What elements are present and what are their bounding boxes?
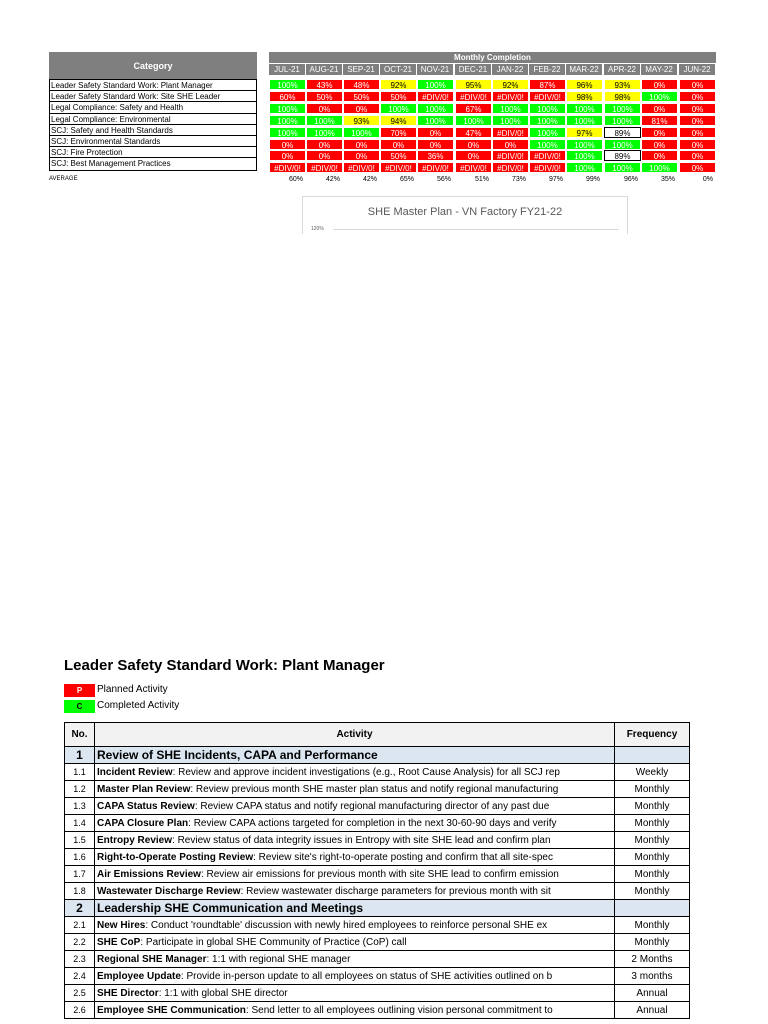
activity-number: 1.1 <box>65 764 95 781</box>
month-header: JAN-22 <box>492 64 528 75</box>
completion-cell: 47% <box>455 127 492 138</box>
activity-name: SHE CoP <box>97 936 141 948</box>
activity-frequency: 3 months <box>615 968 690 985</box>
average-cell: 0% <box>702 176 713 183</box>
completion-cell: #DIV/0! <box>492 127 529 138</box>
completion-cell: 0% <box>641 103 678 114</box>
section-frequency-cell <box>615 747 690 764</box>
completion-cell: 100% <box>529 115 566 126</box>
completion-cell: #DIV/0! <box>529 91 566 102</box>
completion-cell: 0% <box>306 150 343 161</box>
activity-number: 1.8 <box>65 883 95 900</box>
activity-frequency: Monthly <box>615 849 690 866</box>
activity-number: 2.2 <box>65 934 95 951</box>
section-row <box>65 900 690 917</box>
section-frequency-cell <box>615 900 690 917</box>
completion-cell: 0% <box>380 139 417 150</box>
completion-cell: #DIV/0! <box>529 150 566 161</box>
activity-description: : 1:1 with global SHE director <box>158 987 288 999</box>
completion-cell: 100% <box>380 103 417 114</box>
completion-cell: 100% <box>455 115 492 126</box>
activity-name: Employee SHE Communication <box>97 1004 246 1016</box>
completion-cell: #DIV/0! <box>417 162 454 173</box>
activity-number: 2.1 <box>65 917 95 934</box>
month-header: OCT-21 <box>380 64 416 75</box>
col-header-frequency: Frequency <box>615 723 690 747</box>
completion-cell: #DIV/0! <box>380 162 417 173</box>
category-row: Leader Safety Standard Work: Site SHE Leader <box>50 91 256 102</box>
average-cell: 42% <box>362 176 377 183</box>
section-number: 1 <box>65 747 95 764</box>
completion-cell: 60% <box>269 91 306 102</box>
activity-description: : Review CAPA status and notify regional manufacturing director of any past due <box>194 800 550 812</box>
activity-name: Master Plan Review <box>97 783 191 795</box>
activity-cell <box>95 798 615 815</box>
activity-description: : Conduct 'roundtable' discussion with newly hired employees to reinforce personal SHE ex <box>145 919 548 931</box>
completion-cell: 0% <box>679 162 716 173</box>
completion-cell: 100% <box>604 162 641 173</box>
completion-cell: 0% <box>343 139 380 150</box>
activity-number: 2.6 <box>65 1002 95 1019</box>
category-row: SCJ: Fire Protection <box>50 147 256 158</box>
activity-cell <box>95 985 615 1002</box>
activity-cell <box>95 1002 615 1019</box>
completion-cell: 100% <box>529 127 566 138</box>
activity-name: Wastewater Discharge Review <box>97 885 241 897</box>
activity-row <box>65 934 690 951</box>
completion-cell: 0% <box>641 150 678 161</box>
activity-cell <box>95 951 615 968</box>
activity-cell <box>95 781 615 798</box>
activity-cell <box>95 934 615 951</box>
completion-cell: 0% <box>417 127 454 138</box>
completion-cell: 0% <box>679 91 716 102</box>
activity-cell <box>95 764 615 781</box>
activity-name: CAPA Status Review <box>97 800 195 812</box>
section-title: Leadership SHE Communication and Meetings <box>95 900 615 917</box>
completion-cell: 100% <box>269 127 306 138</box>
legend-planned-label: Planned Activity <box>97 684 168 695</box>
completion-cell: 93% <box>604 79 641 90</box>
completion-cell: 96% <box>566 79 603 90</box>
completion-cell: 0% <box>343 150 380 161</box>
average-cell: 65% <box>399 176 414 183</box>
completion-cell: 100% <box>417 103 454 114</box>
completion-cell: 100% <box>604 139 641 150</box>
chart-title: SHE Master Plan - VN Factory FY21-22 <box>367 206 563 218</box>
completion-cell: 100% <box>566 162 603 173</box>
completion-cell: #DIV/0! <box>492 162 529 173</box>
activity-name: Air Emissions Review <box>97 868 201 880</box>
completion-cell: 100% <box>343 127 380 138</box>
completion-cell: 100% <box>641 91 678 102</box>
col-header-activity: Activity <box>95 723 615 747</box>
completion-cell: 92% <box>492 79 529 90</box>
activity-number: 1.4 <box>65 815 95 832</box>
activity-description: : Review site's right-to-operate posting and confirm that all site-spec <box>253 851 553 863</box>
activity-name: Right-to-Operate Posting Review <box>97 851 254 863</box>
activity-cell <box>95 815 615 832</box>
completion-cell: 0% <box>679 79 716 90</box>
activity-name: CAPA Closure Plan <box>97 817 189 829</box>
completion-cell: 0% <box>641 127 678 138</box>
completion-cell: 0% <box>679 127 716 138</box>
completion-cell: 70% <box>380 127 417 138</box>
completion-cell: 100% <box>566 103 603 114</box>
average-cell: 35% <box>660 176 675 183</box>
document-title: Leader Safety Standard Work: Plant Manager <box>64 657 385 674</box>
activity-cell <box>95 832 615 849</box>
completion-cell: 93% <box>343 115 380 126</box>
average-cell: 42% <box>325 176 340 183</box>
average-cell: 56% <box>436 176 451 183</box>
activity-frequency: Monthly <box>615 798 690 815</box>
chart-card <box>302 196 628 234</box>
activity-frequency: Monthly <box>615 781 690 798</box>
month-header: MAY-22 <box>641 64 677 75</box>
month-header: JUL-21 <box>269 64 305 75</box>
category-row: SCJ: Safety and Health Standards <box>50 125 256 136</box>
activity-number: 1.2 <box>65 781 95 798</box>
activity-frequency: Annual <box>615 985 690 1002</box>
activity-row <box>65 815 690 832</box>
completion-cell: 0% <box>641 79 678 90</box>
completion-cell: 100% <box>641 162 678 173</box>
activity-cell <box>95 883 615 900</box>
completion-cell: #DIV/0! <box>529 162 566 173</box>
completion-cell: 0% <box>343 103 380 114</box>
completion-cell: 48% <box>343 79 380 90</box>
activity-row <box>65 832 690 849</box>
completion-cell: 100% <box>566 115 603 126</box>
activity-name: Entropy Review <box>97 834 173 846</box>
activity-frequency: Monthly <box>615 815 690 832</box>
month-header: JUN-22 <box>679 64 715 75</box>
section-number: 2 <box>65 900 95 917</box>
completion-cell: 100% <box>492 115 529 126</box>
monthly-completion-header: Monthly Completion <box>269 52 716 63</box>
activity-row <box>65 985 690 1002</box>
activity-frequency: Annual <box>615 1002 690 1019</box>
completion-cell: #DIV/0! <box>343 162 380 173</box>
completion-cell: 36% <box>417 150 454 161</box>
activity-description: : Review air emissions for previous month with site SHE lead to confirm emission <box>200 868 559 880</box>
activity-frequency: Weekly <box>615 764 690 781</box>
activity-frequency: Monthly <box>615 917 690 934</box>
activity-frequency: Monthly <box>615 934 690 951</box>
completion-cell: 0% <box>679 150 716 161</box>
completion-cell: 100% <box>604 103 641 114</box>
chart-gridline <box>333 229 619 230</box>
month-header: NOV-21 <box>417 64 453 75</box>
activity-frequency: 2 Months <box>615 951 690 968</box>
completion-cell: 87% <box>529 79 566 90</box>
month-header: DEC-21 <box>455 64 491 75</box>
activity-cell <box>95 866 615 883</box>
completion-cell: 98% <box>566 91 603 102</box>
category-row: Leader Safety Standard Work: Plant Manager <box>50 80 256 91</box>
activity-number: 2.5 <box>65 985 95 1002</box>
completion-cell: #DIV/0! <box>306 162 343 173</box>
activity-description: : Provide in-person update to all employees on status of SHE activities outlined on b <box>180 970 553 982</box>
category-row: SCJ: Best Management Practices <box>51 159 171 169</box>
activity-row <box>65 917 690 934</box>
activity-row <box>65 781 690 798</box>
month-header: FEB-22 <box>529 64 565 75</box>
activity-number: 1.5 <box>65 832 95 849</box>
completion-cell: 100% <box>269 79 306 90</box>
legend-completed-label: Completed Activity <box>97 700 180 711</box>
completion-cell: 100% <box>417 115 454 126</box>
month-header: SEP-21 <box>343 64 379 75</box>
chart-y-tick: 120% <box>311 226 324 232</box>
activity-row <box>65 866 690 883</box>
completion-cell: 95% <box>455 79 492 90</box>
completion-cell: 100% <box>492 103 529 114</box>
completion-cell: #DIV/0! <box>492 150 529 161</box>
average-cell: 60% <box>288 176 303 183</box>
activity-description: : Review previous month SHE master plan status and notify regional manufacturing <box>190 783 559 795</box>
activity-description: : Participate in global SHE Community of Practice (CoP) call <box>140 936 407 948</box>
completion-cell: 89% <box>604 127 641 138</box>
completion-cell: 100% <box>306 127 343 138</box>
completion-cell: 100% <box>269 115 306 126</box>
category-list <box>49 79 257 171</box>
completion-cell: 0% <box>679 103 716 114</box>
completion-cell: 50% <box>306 91 343 102</box>
activity-description: : Review status of data integrity issues in Entropy with site SHE lead and confirm plan <box>172 834 551 846</box>
activity-description: : Review wastewater discharge parameters for previous month with sit <box>240 885 551 897</box>
activity-cell <box>95 849 615 866</box>
completion-cell: #DIV/0! <box>455 162 492 173</box>
section-title: Review of SHE Incidents, CAPA and Performance <box>95 747 615 764</box>
completion-cell: 50% <box>380 150 417 161</box>
completion-cell: 0% <box>492 139 529 150</box>
completion-cell: #DIV/0! <box>455 91 492 102</box>
activity-table-header <box>65 723 690 747</box>
completion-cell: 0% <box>306 139 343 150</box>
completion-cell: 0% <box>269 150 306 161</box>
activity-row <box>65 764 690 781</box>
completion-cell: 94% <box>380 115 417 126</box>
completion-cell: 100% <box>566 150 603 161</box>
month-header: MAR-22 <box>566 64 602 75</box>
category-row: Legal Compliance: Safety and Health <box>50 102 256 113</box>
completion-cell: 0% <box>679 115 716 126</box>
category-header: Category <box>49 52 257 79</box>
completion-cell: 0% <box>641 139 678 150</box>
average-label: AVERAGE <box>49 176 78 182</box>
activity-number: 2.3 <box>65 951 95 968</box>
month-header: AUG-21 <box>306 64 342 75</box>
average-cell: 73% <box>511 176 526 183</box>
completion-cell: 50% <box>343 91 380 102</box>
activity-number: 1.7 <box>65 866 95 883</box>
activity-description: : Review and approve incident investigations (e.g., Root Cause Analysis) for all SCJ rep <box>172 766 560 778</box>
activity-row <box>65 968 690 985</box>
completion-cell: 0% <box>306 103 343 114</box>
activity-frequency: Monthly <box>615 832 690 849</box>
completion-cell: 100% <box>269 103 306 114</box>
average-cell: 51% <box>474 176 489 183</box>
activity-name: Incident Review <box>97 766 173 778</box>
completion-cell: #DIV/0! <box>269 162 306 173</box>
activity-name: SHE Director <box>97 987 159 999</box>
completion-cell: 100% <box>604 115 641 126</box>
completion-cell: 81% <box>641 115 678 126</box>
completion-cell: 0% <box>455 139 492 150</box>
activity-row <box>65 951 690 968</box>
completion-cell: 50% <box>380 91 417 102</box>
activity-description: : Send letter to all employees outlining vision personal commitment to <box>245 1004 553 1016</box>
completion-cell: 0% <box>679 139 716 150</box>
activity-description: : 1:1 with regional SHE manager <box>206 953 351 965</box>
activity-name: Employee Update <box>97 970 181 982</box>
completion-cell: 97% <box>566 127 603 138</box>
completion-cell: 89% <box>604 150 641 161</box>
completion-cell: 0% <box>269 139 306 150</box>
completion-cell: 100% <box>417 79 454 90</box>
completion-cell: 100% <box>529 103 566 114</box>
completion-cell: 43% <box>306 79 343 90</box>
activity-number: 2.4 <box>65 968 95 985</box>
completion-cell: 100% <box>566 139 603 150</box>
completion-cell: 92% <box>380 79 417 90</box>
completion-cell: 67% <box>455 103 492 114</box>
activity-frequency: Monthly <box>615 866 690 883</box>
activity-number: 1.6 <box>65 849 95 866</box>
legend-planned-swatch: P <box>64 684 95 697</box>
activity-table <box>64 722 690 1019</box>
completion-cell: 100% <box>529 139 566 150</box>
activity-number: 1.3 <box>65 798 95 815</box>
completion-cell: #DIV/0! <box>417 91 454 102</box>
completion-cell: #DIV/0! <box>492 91 529 102</box>
activity-name: New Hires <box>97 919 146 931</box>
completion-cell: 100% <box>306 115 343 126</box>
average-cell: 99% <box>585 176 600 183</box>
legend-completed-swatch: C <box>64 700 95 713</box>
activity-row <box>65 798 690 815</box>
average-cell: 97% <box>548 176 563 183</box>
activity-row <box>65 849 690 866</box>
activity-cell <box>95 917 615 934</box>
category-row: SCJ: Environmental Standards <box>50 136 256 147</box>
month-header: APR-22 <box>604 64 640 75</box>
activity-cell <box>95 968 615 985</box>
completion-cell: 0% <box>455 150 492 161</box>
category-row: Legal Compliance: Environmental <box>50 114 256 125</box>
activity-description: : Review CAPA actions targeted for completion in the next 30-60-90 days and verify <box>188 817 557 829</box>
activity-name: Regional SHE Manager <box>97 953 207 965</box>
completion-cell: 98% <box>604 91 641 102</box>
activity-row <box>65 883 690 900</box>
average-cell: 96% <box>623 176 638 183</box>
activity-frequency: Monthly <box>615 883 690 900</box>
col-header-no: No. <box>65 723 95 747</box>
completion-cell: 0% <box>417 139 454 150</box>
activity-row <box>65 1002 690 1019</box>
section-row <box>65 747 690 764</box>
